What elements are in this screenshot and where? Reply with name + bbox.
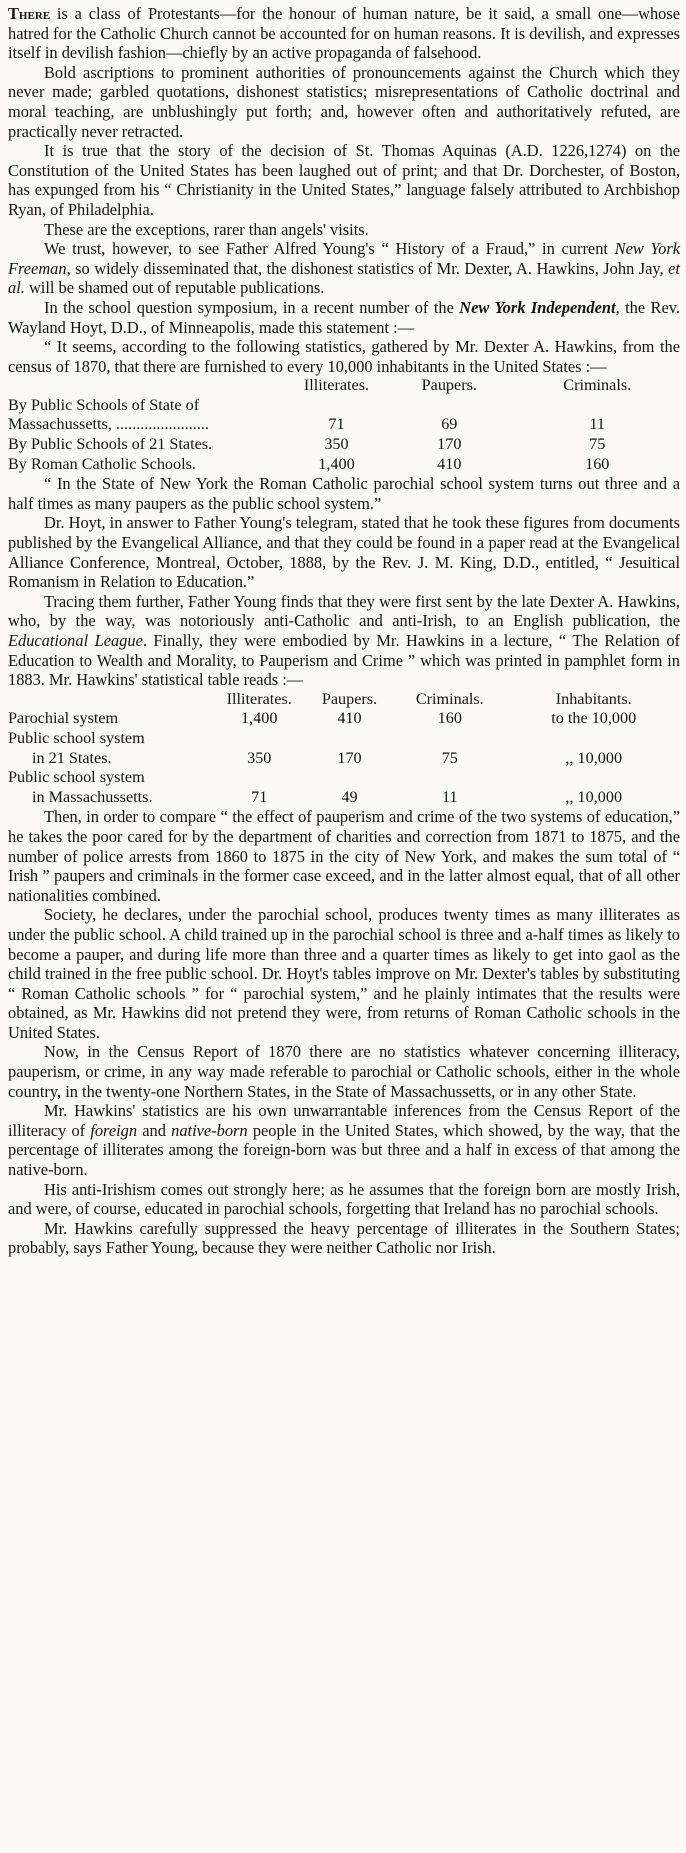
paragraph-1-text: is a class of Protestants—for the honour of human nature, be it said, a small one—whose hatred for the Catholic Church cannot be accounted for on human reasons. It is devilish, and expresses itself in devilish fashion—chiefly by an active propaganda of falsehood. — [8, 4, 680, 63]
criminals-value: 11 — [441, 787, 458, 806]
paragraph-6 — [8, 298, 680, 337]
paupers-value: 170 — [337, 748, 362, 767]
table-header-row — [8, 376, 680, 396]
table-row — [8, 455, 680, 475]
row-label: Public school system — [8, 728, 145, 747]
row-label: Parochial system — [8, 709, 119, 728]
table-header-cell: Illiterates. — [303, 376, 370, 395]
paragraph-10-text-a: Tracing them further, Father Young finds that they were first sent by the late Dexter A. Hawkins, who, by the way, was notoriously anti-Catholic and anti-Irish, to an English publication, the — [8, 591, 680, 631]
table-row — [8, 788, 680, 808]
paupers-value: 49 — [341, 787, 358, 806]
paragraph-1 — [8, 4, 680, 63]
table-header-cell: Illiterates. — [226, 689, 292, 708]
paragraph-11: Then, in order to compare “ the effect of pauperism and crime of the two systems of education,” he takes the poor cared for by the department of charities and correction from 1871 to 1875, and the number of police arrests from 1860 to 1875 in the city of New York, and makes the sum total of “ Irish ” paupers and criminals in the former case exceed, and in the latter almost equal, that of all other nationalities combined. — [8, 807, 680, 905]
paragraph-12: Society, he declares, under the parochial school, produces twenty times as many illiterates as under the public school. A child trained up in the parochial school is three and a-half times as likely to become a pauper, and during life more than three and a quarter times as likely to get into gaol as the child trained in the free public school. Dr. Hoyt's tables improve on Mr. Dexter's tables by substituting “ Roman Catholic schools ” for “ parochial system,” and he plainly intimates that the results were obtained, as Mr. Hawkins did not pretend they were, from returns of Roman Catholic schools in the United States. — [8, 905, 680, 1042]
table-header-cell — [8, 690, 212, 710]
statistics-table-1 — [8, 376, 680, 474]
paragraph-10 — [8, 592, 680, 690]
illiterates-value: 71 — [251, 787, 268, 806]
row-label: in Massachussetts. — [32, 787, 153, 806]
paragraph-14-text-c: people in the United States, which showed, by the way, that the percentage of illiterates among the foreign-born was but three and a half in excess of that among the native-born. — [8, 1120, 680, 1180]
paragraph-15: His anti-Irishism comes out strongly here; as he assumes that the foreign born are mostly Irish, and were, of course, educated in parochial schools, forgetting that Ireland has no parochial schools. — [8, 1179, 680, 1219]
row-label: Public school system — [8, 768, 145, 787]
table-header-cell: Inhabitants. — [555, 689, 632, 708]
statistics-table-2 — [8, 690, 680, 808]
paragraph-7: “ It seems, according to the following statistics, gathered by Mr. Dexter A. Hawkins, from the census of 1870, that there are furnished to every 10,000 inhabitants in the United States :— — [8, 337, 680, 376]
paragraph-5-text-c: will be shamed out of reputable publications. — [24, 278, 325, 298]
paupers-value: 170 — [437, 435, 462, 454]
illiterates-value: 71 — [328, 415, 345, 434]
criminals-value: 75 — [589, 435, 606, 454]
paragraph-5-italic-1: New York Freeman — [8, 239, 680, 278]
paragraph-8: “ In the State of New York the Roman Catholic parochial school system turns out three and a half times as many paupers as the public school system.” — [8, 474, 680, 513]
row-label: By Public Schools of 21 States. — [8, 435, 213, 454]
row-label: Massachussetts, ....................... — [8, 415, 209, 434]
illiterates-value: 1,400 — [241, 709, 278, 728]
criminals-value: 160 — [585, 454, 610, 473]
table-row — [8, 768, 680, 788]
paragraph-5-text-b: , so widely disseminated that, the dishonest statistics of Mr. Dexter, A. Hawkins, John Jay, — [66, 258, 669, 278]
paragraph-3: It is true that the story of the decision of St. Thomas Aquinas (A.D. 1226,1274) on the Constitution of the United States has been laughed out of print; and that Dr. Dorchester, of Boston, has expunged from his “ Christianity in the United States,” language falsely attributed to Archbishop Ryan, of Philadelphia. — [8, 141, 680, 219]
table-header-cell: Paupers. — [421, 376, 477, 395]
table-header-cell: Paupers. — [321, 689, 378, 708]
lead-word: There — [8, 4, 51, 23]
criminals-value: 160 — [437, 709, 462, 728]
paragraph-5 — [8, 239, 680, 298]
criminals-value: 75 — [441, 748, 458, 767]
table-row — [8, 709, 680, 729]
paragraph-5-italic-2: et al. — [8, 258, 680, 298]
paragraph-14-italic-1: foreign — [90, 1120, 138, 1140]
paragraph-13: Now, in the Census Report of 1870 there are no statistics whatever concerning illiteracy, pauperism, or crime, in any way made referable to parochial or Catholic schools, either in the whole country, in the twenty-one Northern States, in the State of Massachussetts, or in any other State. — [8, 1042, 680, 1101]
paragraph-10-italic: Educational League — [8, 631, 143, 650]
paragraph-2: Bold ascriptions to prominent authorities of pronouncements against the Church which they never made; garbled quotations, dishonest statistics; misrepresentations of Catholic doctrinal and moral teaching, are unblushingly put forth; and, however often and authoritatively refuted, are practically never retracted. — [8, 62, 680, 141]
table-header-cell: Criminals. — [415, 689, 484, 708]
paragraph-6-text-a: In the school question symposium, in a recent number of the — [44, 297, 460, 317]
paragraph-6-text-b: , the Rev. Wayland Hoyt, D.D., of Minneapolis, made this statement :— — [8, 297, 680, 337]
illiterates-value: 1,400 — [318, 454, 355, 473]
table-row — [8, 749, 680, 769]
paragraph-14 — [8, 1101, 680, 1179]
paragraph-14-italic-2: native-born — [171, 1120, 248, 1140]
paragraph-9: Dr. Hoyt, in answer to Father Young's telegram, stated that he took these figures from documents published by the Evangelical Alliance, and that they could be found in a paper read at the Evangelical Alliance Conference, Montreal, October, 1888, by the Rev. J. M. King, D.D., entitled, “ Jesuitical Romanism in Relation to Education.” — [8, 513, 680, 592]
table-row — [8, 435, 680, 455]
table-row — [8, 729, 680, 749]
paragraph-14-text-b: and — [137, 1120, 172, 1140]
paragraph-5-text-a: We trust, however, to see Father Alfred Young's “ History of a Fraud,” in current — [44, 239, 615, 259]
row-label: By Public Schools of State of — [8, 395, 200, 414]
row-label: By Roman Catholic Schools. — [8, 454, 196, 473]
table-header-cell — [8, 376, 289, 396]
paupers-value: 69 — [441, 415, 458, 434]
inhabitants-value: to the 10,000 — [551, 709, 637, 728]
table-header-cell: Criminals. — [563, 376, 632, 395]
table-header-row — [8, 690, 680, 710]
illiterates-value: 350 — [324, 435, 349, 454]
paragraph-16: Mr. Hawkins carefully suppressed the heavy percentage of illiterates in the Southern States; probably, says Father Young, because they were neither Catholic nor Irish. — [8, 1218, 680, 1258]
paragraph-4: These are the exceptions, rarer than angels' visits. — [44, 219, 369, 239]
paragraph-10-text-b: . Finally, they were embodied by Mr. Hawkins in a lecture, “ The Relation of Education to Wealth and Morality, to Pauperism and Crime ” which was printed in pamphlet form in 1883. Mr. Hawkins' statistical table reads :— — [8, 631, 680, 690]
inhabitants-value: ,, 10,000 — [565, 748, 623, 767]
table-row — [8, 415, 680, 435]
row-label: in 21 States. — [32, 748, 112, 767]
paupers-value: 410 — [437, 454, 462, 473]
paragraph-14-text-a: Mr. Hawkins' statistics are his own unwarrantable inferences from the Census Report of the illiteracy of — [8, 1101, 680, 1140]
inhabitants-value: ,, 10,000 — [565, 787, 623, 806]
paragraph-6-italic: New York Independent — [459, 297, 616, 317]
table-row — [8, 396, 680, 416]
illiterates-value: 350 — [247, 748, 272, 767]
paupers-value: 410 — [337, 709, 362, 728]
criminals-value: 11 — [589, 415, 606, 434]
